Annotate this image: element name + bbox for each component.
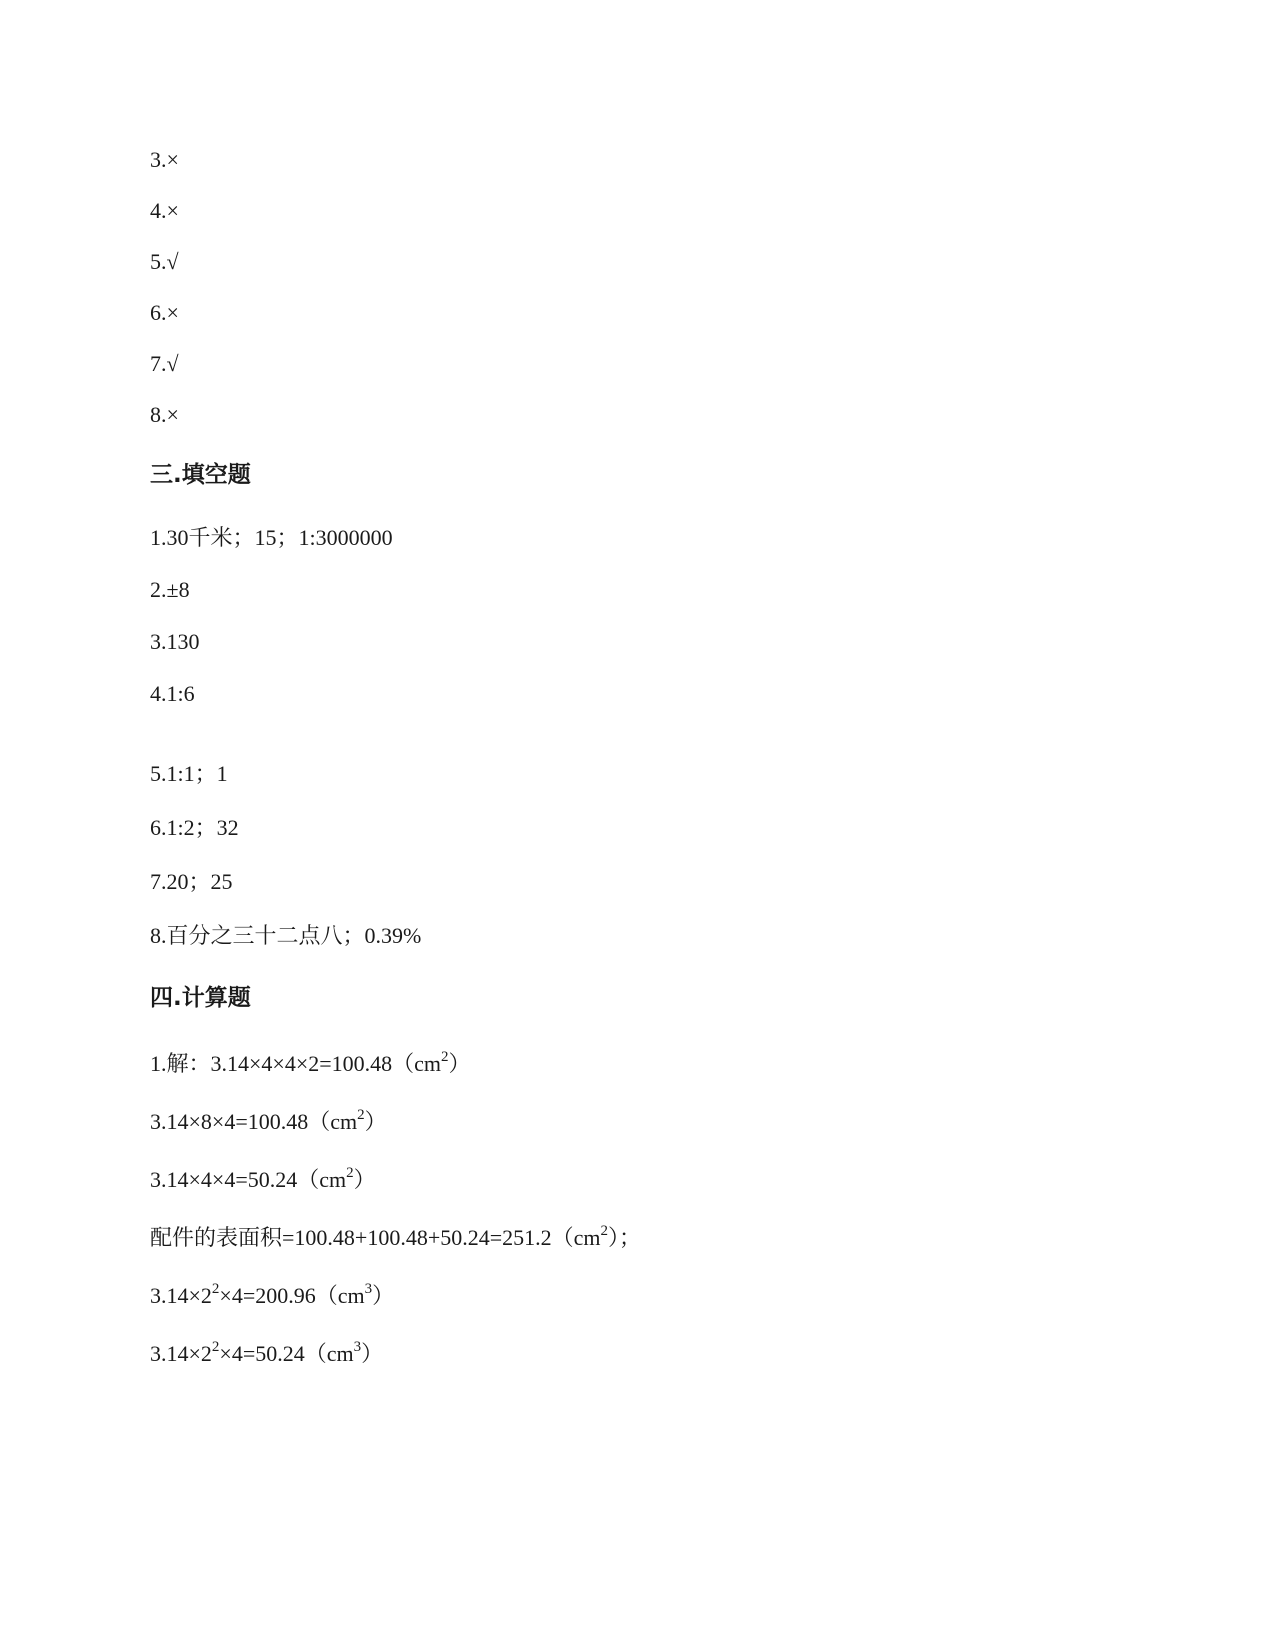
answer-item: 1.30千米；15；1:3000000	[150, 525, 393, 550]
superscript: 2	[211, 1280, 220, 1297]
calc-prefix: 3.14×2	[150, 1283, 212, 1308]
superscript: 2	[357, 1106, 365, 1123]
answer-item: 6.1:2；32	[150, 815, 239, 840]
superscript: 2	[346, 1164, 354, 1181]
calc-suffix: ）	[361, 1341, 384, 1366]
answer-item: 2.±8	[150, 577, 190, 602]
superscript: 3	[364, 1280, 373, 1297]
calc-line	[150, 1282, 394, 1310]
superscript: 2	[600, 1222, 609, 1239]
answer-item: 5.√	[150, 249, 179, 274]
calc-line	[150, 1050, 471, 1078]
calc-prefix: 3.14×2	[150, 1341, 212, 1366]
answer-item: 4.×	[150, 198, 179, 223]
answer-item: 7.20；25	[150, 869, 233, 894]
calc-line	[150, 1166, 376, 1194]
answer-item: 6.×	[150, 300, 179, 325]
calc-text: 3.14×8×4=100.48（cm	[150, 1109, 358, 1134]
answer-item: 7.√	[150, 351, 179, 376]
calc-suffix: ）；	[608, 1225, 642, 1250]
calc-text: ×4=50.24（cm	[219, 1341, 354, 1366]
answer-item: 8.百分之三十二点八；0.39%	[150, 923, 422, 948]
section-heading: 四.计算题	[150, 985, 251, 1011]
calc-suffix: ）	[353, 1167, 376, 1192]
superscript: 2	[441, 1048, 449, 1065]
calc-line	[150, 1224, 641, 1252]
answer-item: 5.1:1；1	[150, 761, 228, 786]
answer-item: 3.×	[150, 147, 179, 172]
calc-suffix: ）	[372, 1283, 395, 1308]
calc-suffix: ）	[364, 1109, 387, 1134]
calc-text: ×4=200.96（cm	[219, 1283, 365, 1308]
calc-suffix: ）	[448, 1051, 471, 1076]
answer-item: 4.1:6	[150, 681, 195, 706]
answer-item: 8.×	[150, 402, 179, 427]
calc-line	[150, 1108, 387, 1136]
calc-line	[150, 1340, 383, 1368]
superscript: 3	[353, 1338, 362, 1355]
calc-text: 配件的表面积=100.48+100.48+50.24=251.2（cm	[150, 1225, 601, 1250]
calc-text: 3.14×4×4=50.24（cm	[150, 1167, 347, 1192]
calc-text: 1.解：3.14×4×4×2=100.48（cm	[150, 1051, 442, 1076]
answer-item: 3.130	[150, 629, 200, 654]
superscript: 2	[211, 1338, 220, 1355]
section-heading: 三.填空题	[150, 462, 251, 488]
